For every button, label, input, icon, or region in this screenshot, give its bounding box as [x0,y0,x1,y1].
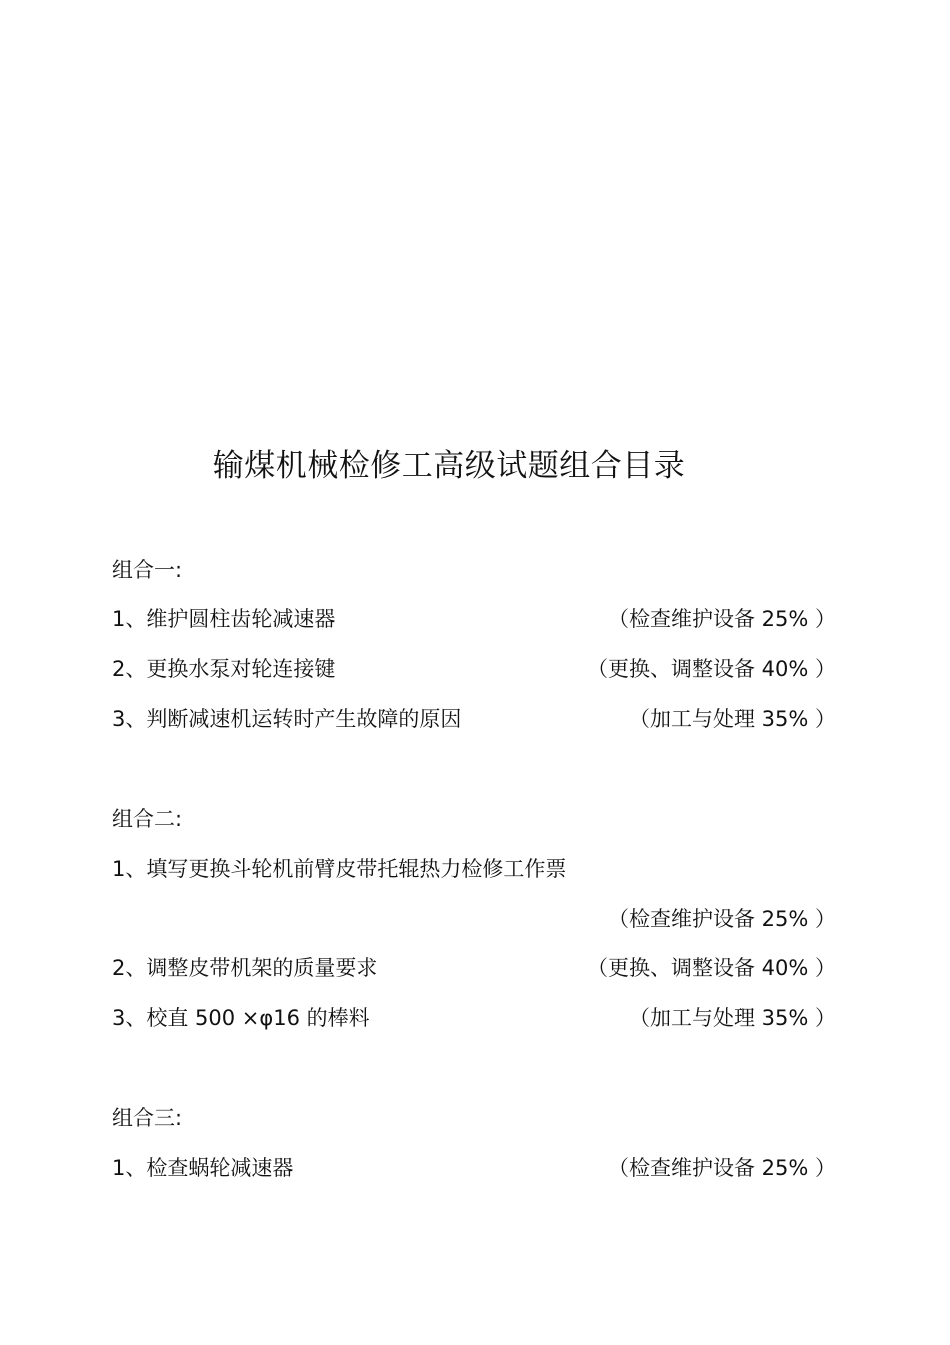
group-1-item-3-tag: （加工与处理 35% ） [628,707,836,731]
group-2-item-3-tag: （加工与处理 35% ） [628,1006,836,1030]
group-2-item-1-tag: （检查维护设备 25% ） [607,907,836,931]
group-2-item-2-tag: （更换、调整设备 40% ） [586,956,836,980]
group-1-item-1-text: 1、维护圆柱齿轮减速器 [112,607,336,631]
group-1-item-3-text: 3、判断减速机运转时产生故障的原因 [112,707,462,731]
group-2-item-2-text: 2、调整皮带机架的质量要求 [112,956,378,980]
group-2-heading: 组合二: [112,807,183,831]
group-3-item-1-tag: （检查维护设备 25% ） [607,1156,836,1180]
group-3-item-1-text: 1、检查蜗轮减速器 [112,1156,294,1180]
group-3-heading: 组合三: [112,1106,183,1130]
group-2-item-1-text: 1、填写更换斗轮机前臂皮带托辊热力检修工作票 [112,857,567,881]
group-1-heading: 组合一: [112,558,183,582]
group-1-item-2-text: 2、更换水泵对轮连接键 [112,657,336,681]
group-2-item-3-text: 3、校直 500 ×φ16 的棒料 [112,1006,370,1030]
group-1-item-2-tag: （更换、调整设备 40% ） [586,657,836,681]
group-1-item-1-tag: （检查维护设备 25% ） [607,607,836,631]
document-title: 输煤机械检修工高级试题组合目录 [212,448,686,484]
